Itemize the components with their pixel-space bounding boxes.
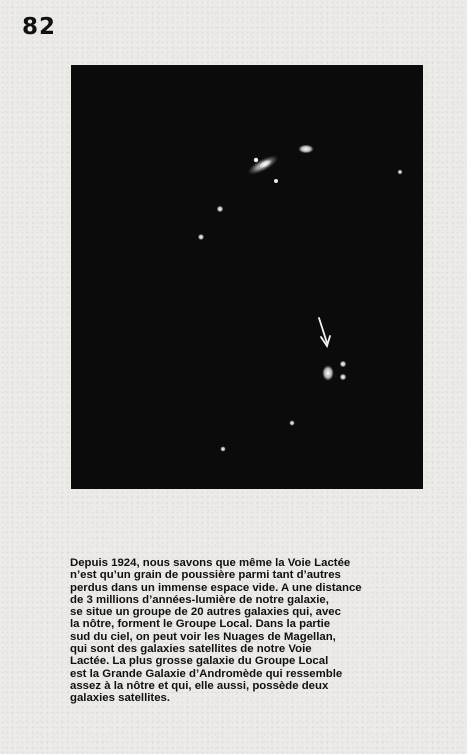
dwarf-galaxy	[217, 206, 224, 213]
distant-galaxy-right	[397, 169, 402, 174]
milky-way-group	[322, 361, 346, 381]
page-number: 82	[22, 14, 57, 40]
caption-paragraph	[70, 557, 430, 705]
caption-line: assez à la nôtre et qui, elle aussi, possède deux	[70, 679, 329, 692]
caption-line: la nôtre, forment le Groupe Local. Dans la partie	[70, 618, 331, 631]
local-group-illustration	[71, 65, 423, 489]
caption-line: n’est qu’un grain de poussière parmi tant d’autres	[70, 569, 341, 582]
caption-line: est la Grande Galaxie d’Andromède qui ressemble	[70, 667, 343, 680]
elliptical-galaxy-top	[298, 145, 314, 154]
caption-line: perdus dans un immense espace vide. A une distance	[70, 581, 362, 594]
caption-line: galaxies satellites.	[70, 692, 171, 705]
companion-galaxy	[274, 179, 278, 183]
spiral-galaxy	[245, 152, 281, 179]
dwarf-galaxy	[198, 234, 204, 240]
arrow-indicator	[319, 318, 330, 346]
dwarf-galaxy	[289, 420, 295, 426]
caption-line: de 3 millions d’années-lumière de notre galaxie,	[70, 593, 329, 606]
caption-line: Lactée. La plus grosse galaxie du Groupe Local	[70, 655, 329, 668]
caption-line: Depuis 1924, nous savons que même la Voie Lactée	[70, 557, 351, 569]
galaxy-photo	[71, 65, 423, 489]
caption-line: se situe un groupe de 20 autres galaxies qui, avec	[70, 606, 341, 619]
caption-line: qui sont des galaxies satellites de notre Voie	[70, 643, 312, 656]
dwarf-galaxy	[220, 446, 226, 452]
caption-line: sud du ciel, on peut voir les Nuages de Magellan,	[70, 630, 336, 643]
